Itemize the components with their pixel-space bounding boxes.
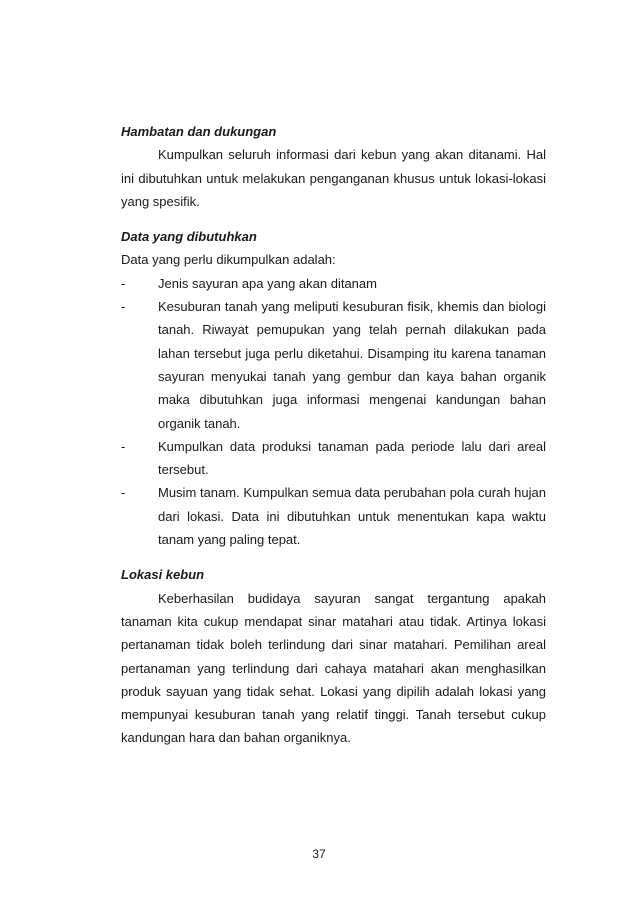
page-content — [121, 120, 546, 750]
dash-bullet: - — [121, 299, 126, 315]
paragraph-hambatan: Kumpulkan seluruh informasi dari kebun yang akan ditanami. Hal ini dibutuhkan untuk melakukan penganganan khusus untuk lokasi-lokasi yang spesifik. — [121, 147, 546, 209]
list-item — [121, 435, 546, 482]
paragraph-lokasi: Keberhasilan budidaya sayuran sangat tergantung apakah tanaman kita cukup mendapat sinar matahari atau tidak. Artinya lokasi pertanaman tidak boleh terlindung dari sinar matahari. Pemilihan areal pertanaman yang terlindung dari cahaya matahari akan menghasilkan produk sayuan yang tidak sehat. Lokasi yang dipilih adalah lokasi yang mempunyai kesuburan tanah yang relatif tinggi. Tanah tersebut cukup kandungan hara dan bahan organiknya. — [121, 590, 546, 746]
page-number: 37 — [312, 847, 326, 861]
data-intro: Data yang perlu dikumpulkan adalah: — [121, 252, 336, 268]
list-item — [121, 481, 546, 551]
dash-bullet: - — [121, 485, 126, 501]
section-heading-data: Data yang dibutuhkan — [121, 229, 257, 245]
dash-bullet: - — [121, 275, 126, 291]
section-heading-hambatan: Hambatan dan dukungan — [121, 124, 277, 139]
list-item-text: Jenis sayuran apa yang akan ditanam — [158, 275, 377, 291]
list-item-text: Kesuburan tanah yang meliputi kesuburan fisik, khemis dan biologi tanah. Riwayat pemupukan yang telah pernah dilakukan pada lahan tersebut juga perlu diketahui. Disamping itu karena tanaman sayuran menyukai tanah yang gembur dan kaya bahan organik maka dibutuhkan juga informasi mengenai kandungan bahan organik tanah. — [158, 299, 546, 431]
section-heading-lokasi: Lokasi kebun — [121, 567, 205, 583]
list-item-text: Kumpulkan data produksi tanaman pada periode lalu dari areal tersebut. — [158, 438, 546, 478]
list-item-text: Musim tanam. Kumpulkan semua data perubahan pola curah hujan dari lokasi. Data ini dibutuhkan untuk menentukan kapa waktu tanam yang paling tepat. — [158, 485, 546, 548]
list-item — [121, 272, 546, 295]
data-list — [121, 272, 546, 552]
dash-bullet: - — [121, 438, 126, 454]
list-item — [121, 295, 546, 435]
